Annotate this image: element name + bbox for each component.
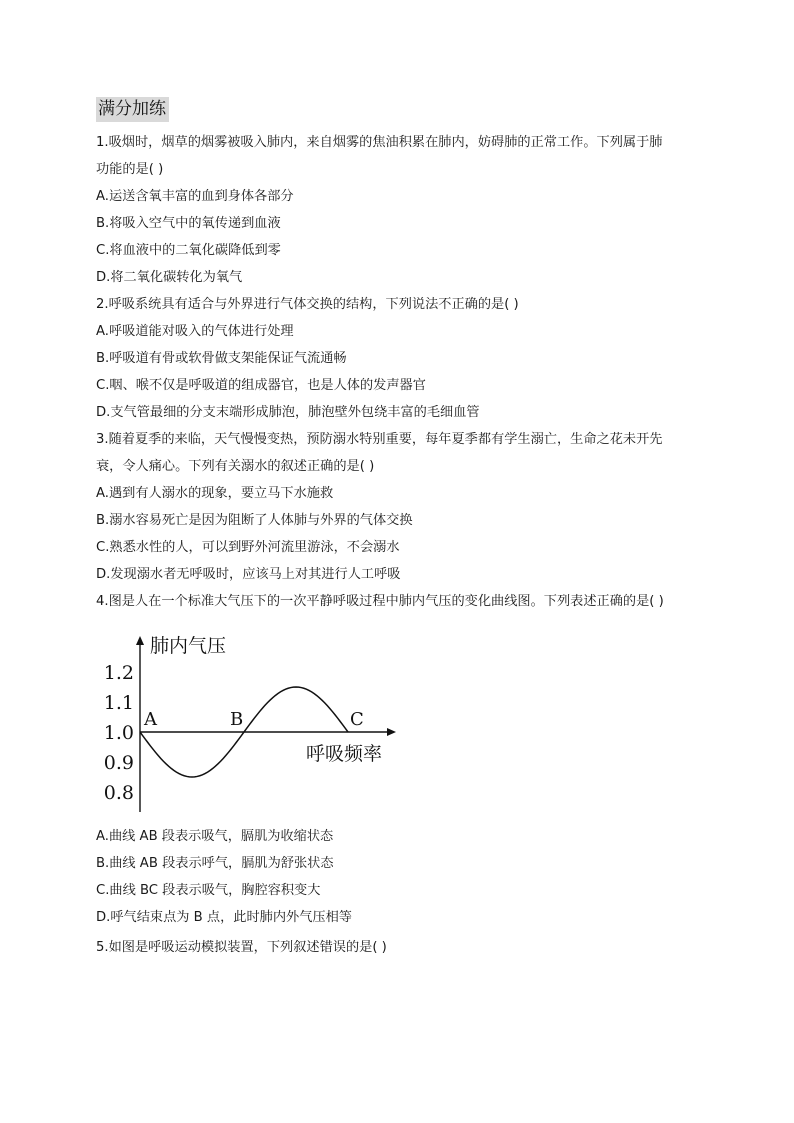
question-1-stem-line-1: 1.吸烟时，烟草的烟雾被吸入肺内，来自烟雾的焦油积累在肺内，妨碍肺的正常工作。下列属于肺 <box>96 135 663 150</box>
section-title: 满分加练 <box>96 97 169 122</box>
question-1-option-b: B.将吸入空气中的氧传递到血液 <box>96 216 281 231</box>
question-4-option-c: C.曲线 BC 段表示吸气，胸腔容积变大 <box>96 883 321 898</box>
question-3-option-b: B.溺水容易死亡是因为阻断了人体肺与外界的气体交换 <box>96 513 413 528</box>
y-tick-label: 1.1 <box>103 692 134 714</box>
question-4-stem: 4.图是人在一个标准大气压下的一次平静呼吸过程中肺内气压的变化曲线图。下列表述正确的是( ) <box>96 594 664 609</box>
y-tick-label: 1.0 <box>103 722 134 744</box>
question-2-option-b: B.呼吸道有骨或软骨做支架能保证气流通畅 <box>96 351 347 366</box>
y-tick-label: 0.9 <box>103 752 134 774</box>
question-3-stem-line-1: 3.随着夏季的来临，天气慢慢变热，预防溺水特别重要，每年夏季都有学生溺亡，生命之花未开先 <box>96 432 663 447</box>
question-2-option-d: D.支气管最细的分支末端形成肺泡，肺泡壁外包绕丰富的毛细血管 <box>96 405 480 420</box>
point-label-a: A <box>144 709 157 730</box>
point-label-b: B <box>230 709 244 730</box>
question-1-option-c: C.将血液中的二氧化碳降低到零 <box>96 243 281 258</box>
question-1-option-a: A.运送含氧丰富的血到身体各部分 <box>96 189 294 204</box>
point-label-c: C <box>350 709 364 730</box>
question-3-stem-line-2: 衰，令人痛心。下列有关溺水的叙述正确的是( ) <box>96 459 375 474</box>
y-axis-arrow <box>136 636 144 645</box>
y-tick-label: 1.2 <box>103 662 134 684</box>
question-5-stem: 5.如图是呼吸运动模拟装置，下列叙述错误的是( ) <box>96 940 387 955</box>
question-2-stem: 2.呼吸系统具有适合与外界进行气体交换的结构，下列说法不正确的是( ) <box>96 297 519 312</box>
x-axis-arrow <box>387 728 396 736</box>
question-4-option-b: B.曲线 AB 段表示呼气，膈肌为舒张状态 <box>96 856 334 871</box>
question-4-option-a: A.曲线 AB 段表示吸气，膈肌为收缩状态 <box>96 829 334 844</box>
question-3-option-c: C.熟悉水性的人，可以到野外河流里游泳，不会溺水 <box>96 540 400 555</box>
lung-pressure-chart <box>98 630 408 815</box>
question-3-option-d: D.发现溺水者无呼吸时，应该马上对其进行人工呼吸 <box>96 567 401 582</box>
x-axis-title: 呼吸频率 <box>306 743 383 765</box>
question-1-option-d: D.将二氧化碳转化为氧气 <box>96 270 243 285</box>
y-tick-label: 0.8 <box>103 782 134 804</box>
y-axis-title: 肺内气压 <box>150 635 227 657</box>
question-2-option-a: A.呼吸道能对吸入的气体进行处理 <box>96 324 294 339</box>
question-1-stem-line-2: 功能的是( ) <box>96 162 164 177</box>
question-4-option-d: D.呼气结束点为 B 点，此时肺内外气压相等 <box>96 910 352 925</box>
question-2-option-c: C.咽、喉不仅是呼吸道的组成器官，也是人体的发声器官 <box>96 378 426 393</box>
question-3-option-a: A.遇到有人溺水的现象，要立马下水施救 <box>96 486 334 501</box>
